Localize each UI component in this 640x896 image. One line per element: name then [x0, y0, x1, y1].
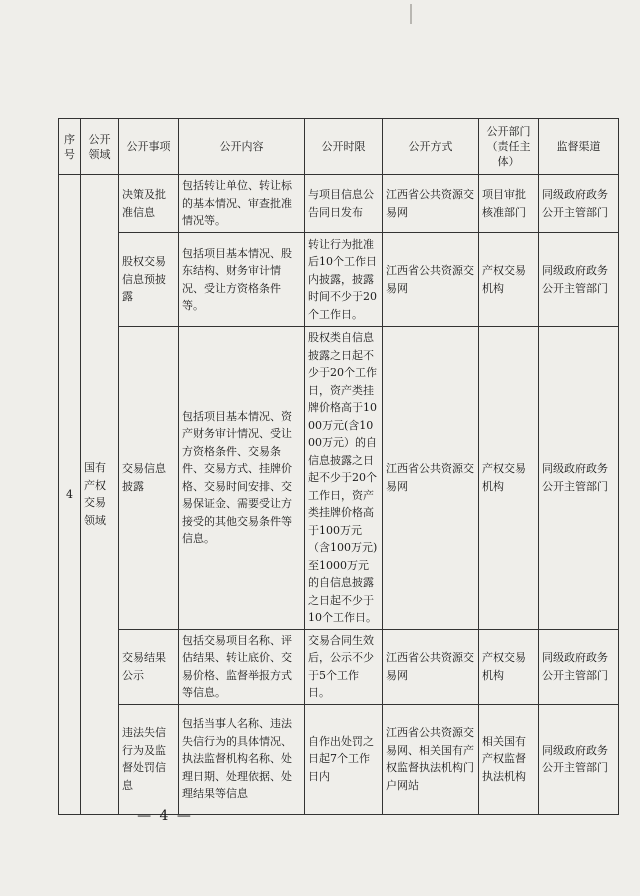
group-number: 4	[59, 175, 81, 815]
header-cell: 公开部门（责任主体）	[479, 119, 539, 175]
item-cell: 股权交易信息预披露	[119, 233, 179, 327]
item-cell: 决策及批准信息	[119, 175, 179, 233]
content-cell: 包括交易项目名称、评估结果、转让底价、交易价格、监督举报方式等信息。	[179, 629, 305, 704]
header-cell: 公开方式	[383, 119, 479, 175]
content-cell: 包括项目基本情况、资产财务审计情况、受让方资格条件、交易条件、交易方式、挂牌价格、交易时间安排、交易保证金、需要受让方接受的其他交易条件等信息。	[179, 327, 305, 630]
header-cell: 公开内容	[179, 119, 305, 175]
item-cell: 交易信息披露	[119, 327, 179, 630]
content-cell: 包括转让单位、转让标的基本情况、审查批准情况等。	[179, 175, 305, 233]
header-cell: 监督渠道	[539, 119, 619, 175]
header-cell: 公开时限	[305, 119, 383, 175]
timing-cell: 自作出处罚之日起7个工作日内	[305, 704, 383, 814]
method-cell: 江西省公共资源交易网	[383, 233, 479, 327]
table-row	[59, 704, 619, 814]
header-cell: 公开领域	[81, 119, 119, 175]
method-cell: 江西省公共资源交易网、相关国有产权监督执法机构门户网站	[383, 704, 479, 814]
disclosure-table	[58, 118, 619, 815]
header-cell: 序号	[59, 119, 81, 175]
department-cell: 产权交易机构	[479, 233, 539, 327]
table-row	[59, 629, 619, 704]
table-row	[59, 175, 619, 233]
table-row	[59, 233, 619, 327]
table-row	[59, 327, 619, 630]
header-cell: 公开事项	[119, 119, 179, 175]
timing-cell: 股权类自信息披露之日起不少于20个工作日，资产类挂牌价格高于1000万元(含1000万元）的自信息披露之日起不少于20个工作日，资产类挂牌价格高于100万元（含100万元)至1000万元的自信息披露之日起不少于10个工作日。	[305, 327, 383, 630]
department-cell: 产权交易机构	[479, 629, 539, 704]
scan-mark	[410, 4, 412, 24]
timing-cell: 交易合同生效后，公示不少于5个工作日。	[305, 629, 383, 704]
header-row	[59, 119, 619, 175]
method-cell: 江西省公共资源交易网	[383, 327, 479, 630]
channel-cell: 同级政府政务公开主管部门	[539, 327, 619, 630]
content-cell: 包括项目基本情况、股东结构、财务审计情况、受让方资格条件等。	[179, 233, 305, 327]
content-cell: 包括当事人名称、违法失信行为的具体情况、执法监督机构名称、处理日期、处理依据、处理结果等信息	[179, 704, 305, 814]
department-cell: 项目审批核准部门	[479, 175, 539, 233]
group-domain: 国有产权交易领域	[81, 175, 119, 815]
channel-cell: 同级政府政务公开主管部门	[539, 704, 619, 814]
item-cell: 违法失信行为及监督处罚信息	[119, 704, 179, 814]
timing-cell: 转让行为批准后10个工作日内披露，披露时间不少于20个工作日。	[305, 233, 383, 327]
channel-cell: 同级政府政务公开主管部门	[539, 629, 619, 704]
timing-cell: 与项目信息公告同日发布	[305, 175, 383, 233]
department-cell: 产权交易机构	[479, 327, 539, 630]
channel-cell: 同级政府政务公开主管部门	[539, 175, 619, 233]
method-cell: 江西省公共资源交易网	[383, 629, 479, 704]
channel-cell: 同级政府政务公开主管部门	[539, 233, 619, 327]
department-cell: 相关国有产权监督执法机构	[479, 704, 539, 814]
item-cell: 交易结果公示	[119, 629, 179, 704]
page-number: — 4 —	[137, 808, 193, 824]
method-cell: 江西省公共资源交易网	[383, 175, 479, 233]
